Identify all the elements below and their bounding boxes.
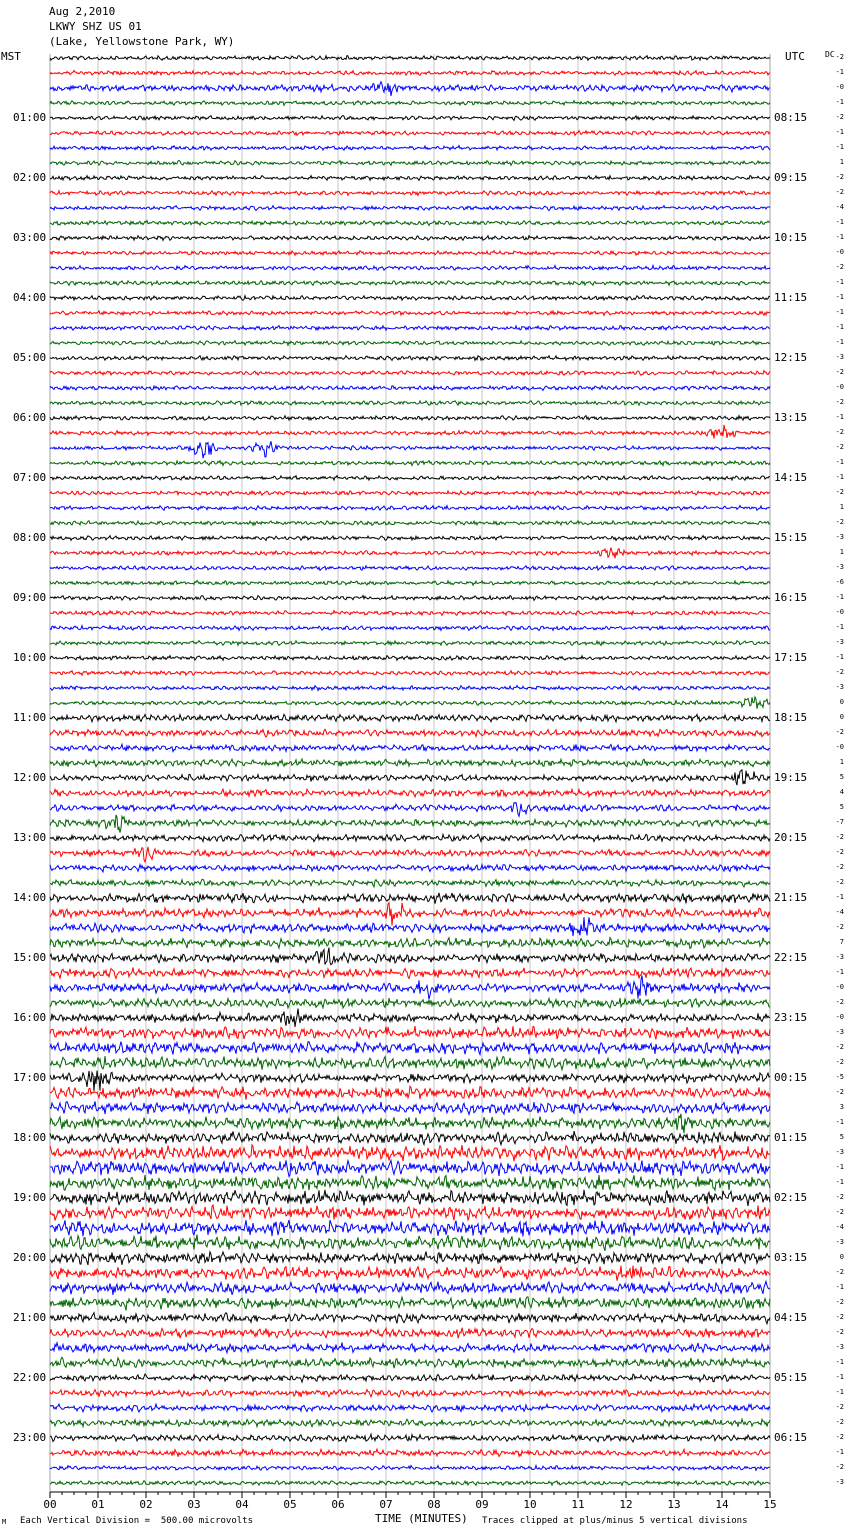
dc-offset-label: -2 [835,263,844,271]
x-tick-label: 12 [619,1498,633,1511]
dc-offset-label: -1 [835,1448,844,1456]
left-timezone-label: MST [1,50,21,63]
trace-line-0 [50,56,770,61]
right-hour-label: 23:15 [774,1011,808,1024]
x-tick-label: 03 [187,1498,201,1511]
dc-offset-label: -6 [835,578,844,586]
trace-line-70 [50,1101,770,1114]
trace-line-88 [50,1374,770,1382]
trace-line-41 [50,671,770,676]
dc-offset-label: -0 [835,608,844,616]
left-hour-label: 18:00 [13,1131,47,1144]
x-tick-label: 05 [283,1498,297,1511]
trace-line-92 [50,1434,770,1442]
dc-offset-label: -2 [835,1088,844,1096]
trace-line-3 [50,101,770,106]
dc-offset-label: -2 [835,428,844,436]
trace-line-89 [50,1390,770,1397]
dc-offset-label: 4 [839,788,844,796]
dc-offset-label: 1 [839,548,844,556]
right-hour-label: 00:15 [774,1071,808,1084]
x-tick-label: 09 [475,1498,489,1511]
dc-offset-label: -0 [835,743,844,751]
dc-offset-label: -2 [835,848,844,856]
dc-offset-label: -2 [835,1418,844,1426]
left-hour-label: 23:00 [13,1431,47,1444]
right-hour-label: 02:15 [774,1191,808,1204]
dc-offset-label: -2 [835,368,844,376]
dc-offset-label: 3 [839,1103,844,1111]
dc-offset-label: -1 [835,293,844,301]
right-timezone-label: UTC [785,50,805,63]
dc-offset-label: 5 [839,803,844,811]
dc-offset-label: -3 [835,1028,844,1036]
x-tick-label: 02 [139,1498,153,1511]
left-hour-label: 22:00 [13,1371,47,1384]
trace-line-33 [50,548,770,559]
left-hour-label: 15:00 [13,951,47,964]
trace-line-25 [50,425,770,439]
trace-line-91 [50,1419,770,1427]
dc-offset-label: -2 [835,833,844,841]
left-hour-label: 16:00 [13,1011,47,1024]
x-tick-label: 11 [571,1498,585,1511]
dc-offset-label: -1 [835,1358,844,1366]
date-label: Aug 2,2010 [49,5,116,18]
trace-line-31 [50,521,770,526]
trace-line-71 [50,1114,770,1133]
dc-offset-label: -2 [835,1313,844,1321]
dc-offset-label: -1 [835,323,844,331]
x-tick-label: 13 [667,1498,681,1511]
dc-offset-label: -2 [835,443,844,451]
trace-line-9 [50,191,770,196]
dc-offset-label: -2 [835,488,844,496]
trace-line-35 [50,581,770,586]
dc-offset-label: -1 [835,968,844,976]
dc-offset-label: -3 [835,683,844,691]
trace-line-5 [50,131,770,136]
location-label: (Lake, Yellowstone Park, WY) [49,35,235,48]
trace-line-23 [50,401,770,406]
trace-line-48 [50,770,770,785]
dc-offset-label: -0 [835,248,844,256]
dc-offset-label: -2 [835,1268,844,1276]
trace-line-67 [50,1056,770,1070]
trace-line-13 [50,251,770,256]
trace-line-17 [50,311,770,316]
trace-line-79 [50,1235,770,1252]
trace-line-21 [50,371,770,376]
left-hour-label: 02:00 [13,171,47,184]
clip-note: Traces clipped at plus/minus 5 vertical divisions [482,1516,748,1526]
dc-offset-label: 0 [839,1253,844,1261]
dc-offset-label: -2 [835,188,844,196]
trace-line-34 [50,566,770,571]
trace-line-42 [50,686,770,691]
trace-line-60 [50,948,770,965]
trace-line-19 [50,341,770,346]
dc-offset-label: -1 [835,233,844,241]
dc-offset-label: -2 [835,1058,844,1066]
trace-line-72 [50,1131,770,1145]
dc-offset-label: -0 [835,383,844,391]
trace-line-47 [50,759,770,767]
dc-offset-label: -0 [835,1013,844,1021]
dc-offset-label: 1 [839,758,844,766]
trace-line-45 [50,729,770,737]
dc-offset-label: -4 [835,203,844,211]
dc-offset-label: -3 [835,1238,844,1246]
trace-line-54 [50,865,770,872]
trace-line-63 [50,998,770,1008]
minute-gridlines [50,54,770,1492]
trace-line-78 [50,1220,770,1236]
dc-offset-label: -2 [835,1463,844,1471]
dc-offset-label: -2 [835,398,844,406]
trace-line-93 [50,1449,770,1457]
left-hour-label: 05:00 [13,351,47,364]
dc-offset-label: -1 [835,1118,844,1126]
dc-offset-label: -1 [835,1283,844,1291]
trace-line-94 [50,1466,770,1471]
dc-offset-label: -1 [835,623,844,631]
dc-offset-label: -3 [835,1343,844,1351]
dc-offset-label: -2 [835,728,844,736]
trace-line-12 [50,236,770,241]
x-tick-label: 15 [763,1498,777,1511]
dc-offset-label: -3 [835,638,844,646]
dc-offset-label: -2 [835,1208,844,1216]
x-tick-label: 00 [43,1498,57,1511]
trace-line-53 [50,847,770,862]
dc-offset-label: -2 [835,1403,844,1411]
dc-offset-label: -1 [835,143,844,151]
trace-line-62 [50,976,770,1000]
trace-line-52 [50,834,770,841]
left-hour-label: 17:00 [13,1071,47,1084]
dc-offset-label: -1 [835,1163,844,1171]
trace-line-39 [50,641,770,646]
dc-offset-label: -3 [835,1148,844,1156]
dc-offset-label: -1 [835,893,844,901]
dc-offset-label: -3 [835,953,844,961]
right-hour-label: 15:15 [774,531,808,544]
trace-line-81 [50,1266,770,1281]
right-hour-label: 18:15 [774,711,808,724]
right-hour-label: 08:15 [774,111,808,124]
trace-line-1 [50,71,770,76]
dc-offset-label: -1 [835,1178,844,1186]
trace-line-28 [50,476,770,481]
trace-line-80 [50,1252,770,1266]
trace-line-90 [50,1404,770,1412]
right-hour-label: 21:15 [774,891,808,904]
right-hour-label: 04:15 [774,1311,808,1324]
trace-line-43 [50,697,770,709]
dc-offset-label: -2 [835,113,844,121]
dc-offset-label: -2 [835,863,844,871]
trace-line-29 [50,491,770,496]
dc-offset-label: 0 [839,698,844,706]
right-hour-label: 10:15 [774,231,808,244]
left-hour-label: 12:00 [13,771,47,784]
left-hour-label: 13:00 [13,831,47,844]
trace-line-83 [50,1297,770,1311]
x-tick-label: 01 [91,1498,105,1511]
seismic-traces [50,56,770,1486]
trace-line-7 [50,160,770,165]
trace-line-14 [50,266,770,271]
left-hour-label: 03:00 [13,231,47,244]
dc-offset-label: 0 [839,713,844,721]
dc-offset-label: -1 [835,338,844,346]
dc-offset-label: -2 [835,1298,844,1306]
trace-line-84 [50,1313,770,1324]
trace-line-20 [50,356,770,361]
trace-line-86 [50,1343,770,1353]
dc-offset-label: -2 [835,668,844,676]
right-hour-label: 09:15 [774,171,808,184]
right-hour-label: 13:15 [774,411,808,424]
trace-line-11 [50,221,770,226]
x-tick-label: 10 [523,1498,537,1511]
x-tick-label: 06 [331,1498,345,1511]
left-hour-label: 10:00 [13,651,47,664]
trace-line-24 [50,416,770,421]
right-hour-label: 06:15 [774,1431,808,1444]
left-hour-label: 08:00 [13,531,47,544]
right-hour-label: 19:15 [774,771,808,784]
dc-offset-label: 1 [839,503,844,511]
dc-offset-label: -3 [835,563,844,571]
scale-note: Each Vertical Division = 500.00 microvolts [20,1516,253,1526]
left-hour-label: 11:00 [13,711,47,724]
trace-line-38 [50,626,770,631]
dc-offset-label: -1 [835,413,844,421]
trace-line-58 [50,917,770,936]
dc-offset-label: -0 [835,83,844,91]
trace-line-4 [50,116,770,121]
trace-line-50 [50,803,770,817]
trace-line-73 [50,1145,770,1161]
trace-line-27 [50,461,770,466]
x-tick-label: 04 [235,1498,249,1511]
trace-line-69 [50,1086,770,1099]
left-hour-label: 14:00 [13,891,47,904]
dc-offset-label: -1 [835,218,844,226]
dc-offset-label: -2 [835,53,844,61]
dc-offset-label: -1 [835,98,844,106]
dc-offset-label: -1 [835,308,844,316]
trace-line-37 [50,611,770,616]
dc-offset-label: -2 [835,878,844,886]
trace-line-74 [50,1160,770,1176]
dc-offset-label: -3 [835,1478,844,1486]
trace-line-85 [50,1328,770,1338]
trace-line-18 [50,326,770,331]
right-hour-label: 01:15 [774,1131,808,1144]
dc-offset-label: -2 [835,998,844,1006]
right-hour-label: 22:15 [774,951,808,964]
trace-line-26 [50,441,770,458]
trace-line-36 [50,596,770,601]
dc-offset-label: -4 [835,1223,844,1231]
dc-offset-label: -5 [835,1073,844,1081]
dc-header-label: DC [825,50,835,59]
x-axis-ticks [43,1492,776,1511]
dc-offset-label: -2 [835,1043,844,1051]
trace-line-16 [50,296,770,301]
trace-line-15 [50,281,770,286]
dc-offset-label: -1 [835,458,844,466]
dc-offset-label: 5 [839,773,844,781]
dc-offset-label: -2 [835,1433,844,1441]
trace-line-95 [50,1481,770,1486]
trace-line-66 [50,1042,770,1055]
dc-offset-label: -1 [835,593,844,601]
left-hour-label: 09:00 [13,591,47,604]
left-hour-label: 06:00 [13,411,47,424]
trace-line-49 [50,789,770,797]
dc-offset-label: -7 [835,818,844,826]
dc-offset-label: 7 [839,938,844,946]
trace-line-59 [50,938,770,949]
trace-line-64 [50,1009,770,1027]
trace-line-61 [50,968,770,979]
right-hour-label: 17:15 [774,651,808,664]
dc-offset-label: -1 [835,1373,844,1381]
left-hour-label: 07:00 [13,471,47,484]
trace-line-22 [50,386,770,391]
trace-line-87 [50,1357,770,1368]
x-tick-label: 14 [715,1498,729,1511]
x-tick-label: 08 [427,1498,441,1511]
left-hour-label: 20:00 [13,1251,47,1264]
dc-offset-label: -3 [835,353,844,361]
right-hour-label: 11:15 [774,291,808,304]
dc-offset-label: -2 [835,173,844,181]
right-hour-label: 14:15 [774,471,808,484]
trace-line-76 [50,1190,770,1206]
dc-offset-label: -0 [835,983,844,991]
dc-offset-label: -1 [835,68,844,76]
trace-line-44 [50,714,770,722]
trace-line-55 [50,879,770,887]
right-hour-label: 16:15 [774,591,808,604]
trace-line-32 [50,536,770,541]
left-hour-label: 19:00 [13,1191,47,1204]
dc-offset-label: -1 [835,473,844,481]
dc-offset-label: -2 [835,518,844,526]
station-label: LKWY SHZ US 01 [49,20,142,33]
dc-offset-label: -1 [835,278,844,286]
trace-line-30 [50,506,770,511]
trace-line-51 [50,815,770,833]
corner-mark: M [2,1518,7,1526]
right-hour-label: 12:15 [774,351,808,364]
trace-line-46 [50,744,770,751]
left-hour-label: 01:00 [13,111,47,124]
dc-offset-label: 1 [839,158,844,166]
trace-line-82 [50,1281,770,1295]
left-hour-label: 04:00 [13,291,47,304]
trace-line-40 [50,656,770,661]
right-hour-label: 20:15 [774,831,808,844]
dc-offset-label: -1 [835,1388,844,1396]
dc-offset-label: -4 [835,908,844,916]
dc-offset-label: -2 [835,923,844,931]
dc-offset-label: -3 [835,533,844,541]
trace-line-2 [50,82,770,96]
right-hour-label: 05:15 [774,1371,808,1384]
trace-line-77 [50,1205,770,1221]
x-axis-title: TIME (MINUTES) [375,1512,468,1525]
trace-line-56 [50,893,770,904]
trace-line-57 [50,903,770,926]
left-hour-label: 21:00 [13,1311,47,1324]
dc-offset-label: 5 [839,1133,844,1141]
dc-offset-label: -2 [835,1193,844,1201]
trace-line-65 [50,1026,770,1039]
dc-offset-label: -1 [835,653,844,661]
trace-line-75 [50,1175,770,1190]
dc-offset-label: -2 [835,1328,844,1336]
trace-line-6 [50,146,770,151]
x-tick-label: 07 [379,1498,393,1511]
trace-line-8 [50,176,770,181]
trace-line-10 [50,206,770,211]
right-hour-label: 03:15 [774,1251,808,1264]
dc-offset-label: -1 [835,128,844,136]
